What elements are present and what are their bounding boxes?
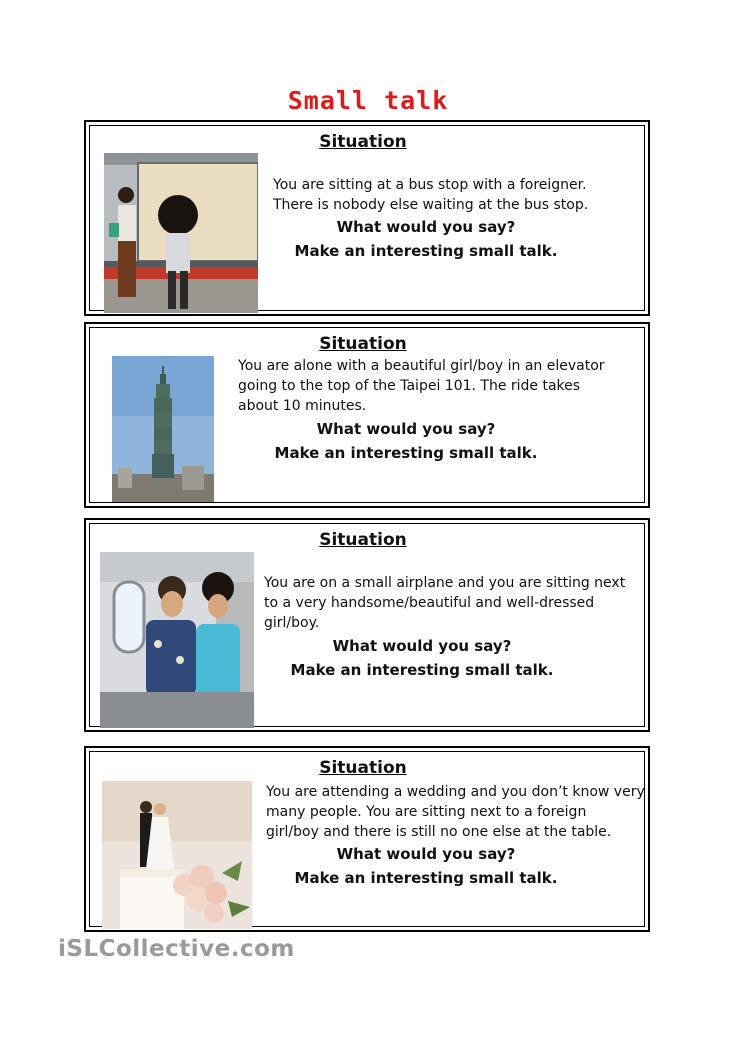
bus-stop-photo [104,153,258,313]
airplane-couple-photo [100,552,254,728]
wedding-cake-photo [102,781,252,929]
card-heading: Situation [319,334,407,354]
situation-card-1 [84,120,650,316]
prompt-text: Make an interesting small talk. [294,869,558,887]
situation-card-4 [84,746,650,932]
text-line: going to the top of the Taipei 101. The ride takes [238,378,581,394]
card-heading: Situation [319,758,407,778]
question-text: What would you say? [332,637,512,655]
prompt-text: Make an interesting small talk. [290,661,554,679]
prompt-text: Make an interesting small talk. [274,444,538,462]
footer-watermark: iSLCollective.com [58,936,295,962]
situation-text [238,356,638,416]
page-title: Small talk [287,86,449,115]
card-heading: Situation [319,530,407,550]
situation-text [264,573,634,633]
text-line: You are alone with a beautiful girl/boy in an elevator [238,358,605,374]
situation-text [273,175,633,215]
text-line: girl/boy and there is still no one else at the table. [266,824,612,840]
situation-text [266,782,646,842]
text-line: about 10 minutes. [238,398,367,414]
taipei-101-photo [112,356,214,502]
text-line: There is nobody else waiting at the bus stop. [273,197,589,213]
question-text: What would you say? [316,420,496,438]
text-line: girl/boy. [264,615,320,631]
question-text: What would you say? [336,845,516,863]
text-line: You are sitting at a bus stop with a foreigner. [273,177,587,193]
text-line: You are on a small airplane and you are sitting next [264,575,626,591]
situation-card-2 [84,322,650,508]
text-line: You are attending a wedding and you don’t know very [266,784,645,800]
text-line: to a very handsome/beautiful and well-dressed [264,595,595,611]
prompt-text: Make an interesting small talk. [294,242,558,260]
situation-card-3 [84,518,650,732]
question-text: What would you say? [336,218,516,236]
text-line: many people. You are sitting next to a foreign [266,804,587,820]
card-heading: Situation [319,132,407,152]
